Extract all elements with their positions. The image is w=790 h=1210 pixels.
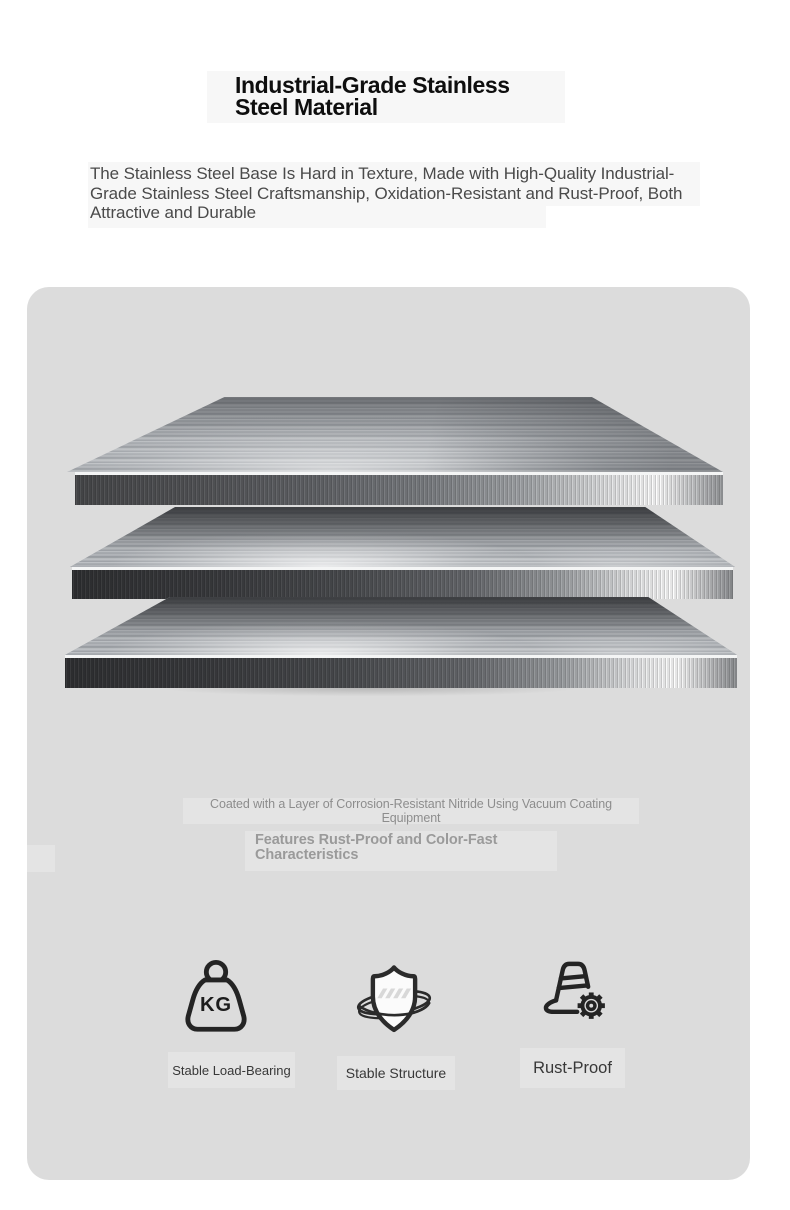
coating-caption: Coated with a Layer of Corrosion-Resistant Nitride Using Vacuum Coating Equipment xyxy=(210,797,612,825)
shield-orbit-icon xyxy=(350,956,438,1049)
feature-label-stable-structure: Stable Structure xyxy=(337,1056,455,1090)
feature-label-load-bearing: Stable Load-Bearing xyxy=(168,1052,295,1088)
rustproof-caption-container xyxy=(245,831,557,871)
edge-overlay-patch xyxy=(27,845,55,872)
steel-plate-3-top xyxy=(65,597,737,655)
feature-card xyxy=(27,287,750,1180)
steel-plate-1-front xyxy=(75,472,723,505)
steel-plate-3-front xyxy=(65,655,737,688)
feature-label-rust-proof: Rust-Proof xyxy=(520,1048,625,1088)
page-description: The Stainless Steel Base Is Hard in Texture, Made with High-Quality Industrial-Grade Stainless Steel Craftsmanship, Oxidation-Resistant and Rust-Proof, Both Attractive and Durable xyxy=(90,164,683,222)
rustproof-caption: Features Rust-Proof and Color-Fast Characteristics xyxy=(255,832,498,863)
weight-kg-icon xyxy=(172,954,260,1047)
steel-plate-2-top xyxy=(70,507,735,567)
page-title-line2: Steel Material xyxy=(235,94,378,120)
traffic-cone-gear-icon xyxy=(527,952,615,1045)
steel-plates-illustration xyxy=(60,394,740,694)
coating-caption-container xyxy=(183,798,639,824)
page-title-line1: Industrial-Grade Stainless xyxy=(235,72,510,98)
steel-plate-1-top xyxy=(67,397,723,472)
page-title xyxy=(235,74,565,118)
kg-icon-text: KG xyxy=(199,994,233,1017)
steel-plate-2-front xyxy=(72,567,733,599)
plate-shadow xyxy=(100,688,700,700)
gear-icon xyxy=(578,992,605,1018)
